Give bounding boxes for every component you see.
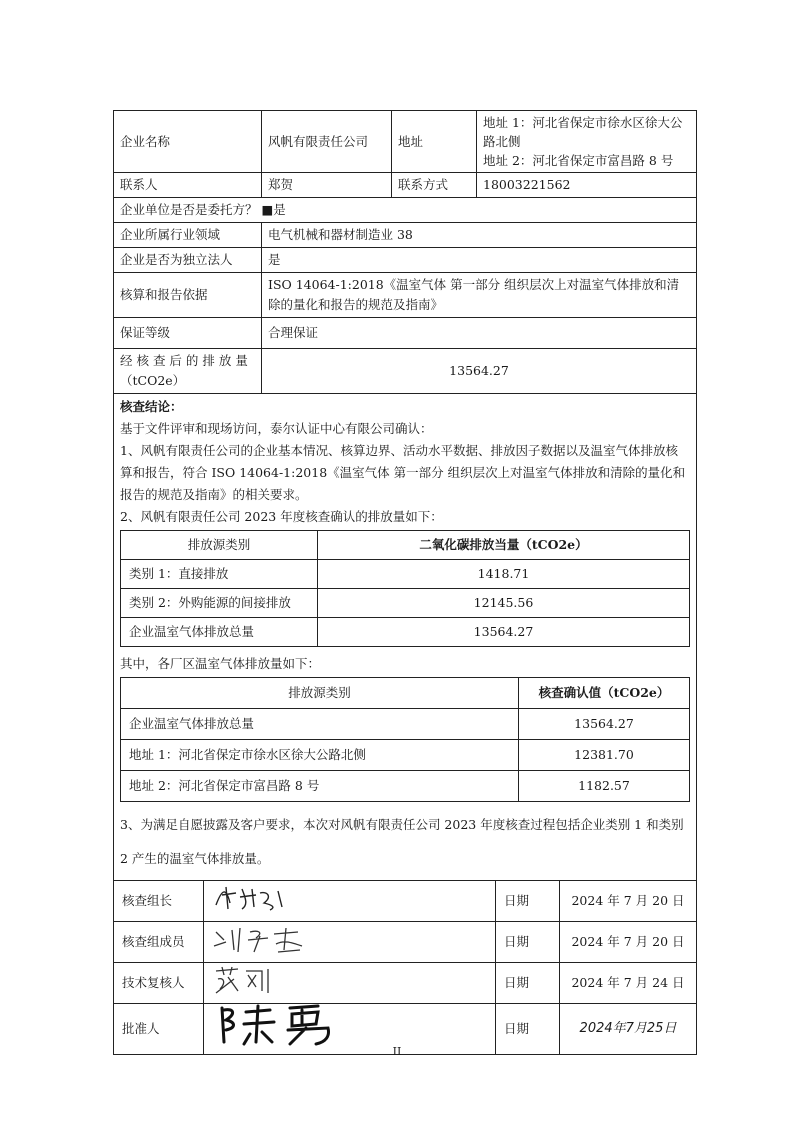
phone-label: 联系方式: [392, 173, 477, 198]
emissions-table-wrap: [113, 530, 697, 653]
table-cell: 地址 2：河北省保定市富昌路 8 号: [121, 771, 519, 802]
basis-value: ISO 14064-1:2018《温室气体 第一部分 组织层次上对温室气体排放和清除的量化和报告的规范及指南》: [262, 273, 697, 318]
table-cell: 12145.56: [318, 589, 690, 618]
contact-label: 联系人: [114, 173, 262, 198]
conclusion-intro: 基于文件评审和现场访问，泰尔认证中心有限公司确认：: [120, 421, 433, 436]
company-name-label: 企业名称: [114, 111, 262, 173]
basis-row: [114, 273, 697, 318]
date-label: 日期: [496, 963, 560, 1004]
emission-label-line1: 经 核 查 后 的 排 放 量: [120, 353, 248, 368]
table-header: 排放源类别: [121, 678, 519, 709]
table-header: 核查确认值（tCO2e）: [519, 678, 690, 709]
contact-row: [114, 173, 697, 198]
conclusion-section: [113, 394, 697, 530]
contact-value: 郑贺: [262, 173, 392, 198]
company-name-value: 风帆有限责任公司: [262, 111, 392, 173]
table-row: [121, 618, 690, 647]
emission-row: [114, 349, 697, 394]
handwritten-signature: [216, 1002, 346, 1046]
table-cell: 类别 2：外购能源的间接排放: [121, 589, 318, 618]
table-cell: 1418.71: [318, 560, 690, 589]
table-row: [121, 771, 690, 802]
table-row: [121, 589, 690, 618]
table-cell: 13564.27: [519, 709, 690, 740]
entrusted-row: [114, 198, 697, 223]
signature-role: 核查组成员: [114, 922, 204, 963]
table-header-row: [121, 531, 690, 560]
phone-value: 18003221562: [477, 173, 697, 198]
table-cell: 13564.27: [318, 618, 690, 647]
date-label: 日期: [496, 881, 560, 922]
conclusion-item-1: 1、风帆有限责任公司的企业基本情况、核算边界、活动水平数据、排放因子数据以及温室气体排放核算和报告，符合 ISO 14064-1:2018《温室气体 第一部分 组织层次上对温室气体排放和清除的量化和报告的规范及指南》的相关要求。: [120, 443, 686, 502]
table-cell: 企业温室气体排放总量: [121, 709, 519, 740]
date-value: 2024 年 7 月 20 日: [560, 881, 697, 922]
handwritten-date: 2024年7月25日: [579, 1021, 677, 1036]
verification-statement: [113, 110, 697, 1055]
emission-value: 13564.27: [262, 349, 697, 394]
page-number: II: [392, 1045, 402, 1058]
table-cell: 企业温室气体排放总量: [121, 618, 318, 647]
entrusted-text: 企业单位是否是委托方？ ■是: [114, 198, 697, 223]
table-row: [121, 560, 690, 589]
legal-person-label: 企业是否为独立法人: [114, 248, 262, 273]
signature-row: [114, 963, 697, 1004]
conclusion-item-2: 2、风帆有限责任公司 2023 年度核查确认的排放量如下：: [120, 509, 443, 524]
conclusion-heading: 核查结论：: [120, 399, 183, 414]
table-header: 排放源类别: [121, 531, 318, 560]
table-header: 二氧化碳排放当量（tCO2e）: [318, 531, 690, 560]
sites-intro: 其中，各厂区温室气体排放量如下：: [120, 656, 321, 671]
table-header-row: [121, 678, 690, 709]
industry-value: 电气机械和器材制造业 38: [262, 223, 697, 248]
signature-cell: [204, 963, 496, 1004]
date-label: 日期: [496, 922, 560, 963]
table-cell: 12381.70: [519, 740, 690, 771]
address-value: [477, 111, 697, 173]
assurance-row: [114, 318, 697, 349]
emission-label-line2: （tCO2e）: [120, 373, 186, 388]
sites-table-wrap: [113, 677, 697, 808]
table-cell: 类别 1：直接排放: [121, 560, 318, 589]
signature-cell: [204, 922, 496, 963]
table-row: [121, 740, 690, 771]
signature-role: 技术复核人: [114, 963, 204, 1004]
date-value: 2024 年 7 月 20 日: [560, 922, 697, 963]
company-row: [114, 111, 697, 173]
industry-row: [114, 223, 697, 248]
assurance-value: 合理保证: [262, 318, 697, 349]
date-value: 2024 年 7 月 24 日: [560, 963, 697, 1004]
signature-row: [114, 881, 697, 922]
address-label: 地址: [392, 111, 477, 173]
signature-role: 核查组长: [114, 881, 204, 922]
signature-row: [114, 922, 697, 963]
legal-person-value: 是: [262, 248, 697, 273]
legal-person-row: [114, 248, 697, 273]
conclusion-item-3-wrap: [113, 808, 697, 880]
conclusion-item-3: 3、为满足自愿披露及客户要求，本次对风帆有限责任公司 2023 年度核查过程包括企业类别 1 和类别 2 产生的温室气体排放量。: [120, 817, 684, 866]
industry-label: 企业所属行业领域: [114, 223, 262, 248]
company-info-table: [113, 110, 697, 394]
signature-table: [113, 880, 697, 1055]
table-cell: 地址 1：河北省保定市徐水区徐大公路北侧: [121, 740, 519, 771]
sites-intro-wrap: [113, 653, 697, 677]
address-1: 地址 1：河北省保定市徐水区徐大公路北侧: [483, 115, 683, 149]
signature-role: 批准人: [114, 1004, 204, 1055]
handwritten-signature: [212, 965, 272, 995]
table-row: [121, 709, 690, 740]
date-label: 日期: [496, 1004, 560, 1055]
emissions-by-site-table: [120, 677, 690, 802]
basis-label: 核算和报告依据: [114, 273, 262, 318]
signature-cell: [204, 881, 496, 922]
emissions-by-category-table: [120, 530, 690, 647]
address-2: 地址 2：河北省保定市富昌路 8 号: [483, 153, 674, 168]
handwritten-signature: [212, 883, 292, 913]
emission-label: [114, 349, 262, 394]
assurance-label: 保证等级: [114, 318, 262, 349]
table-cell: 1182.57: [519, 771, 690, 802]
handwritten-signature: [212, 924, 312, 954]
